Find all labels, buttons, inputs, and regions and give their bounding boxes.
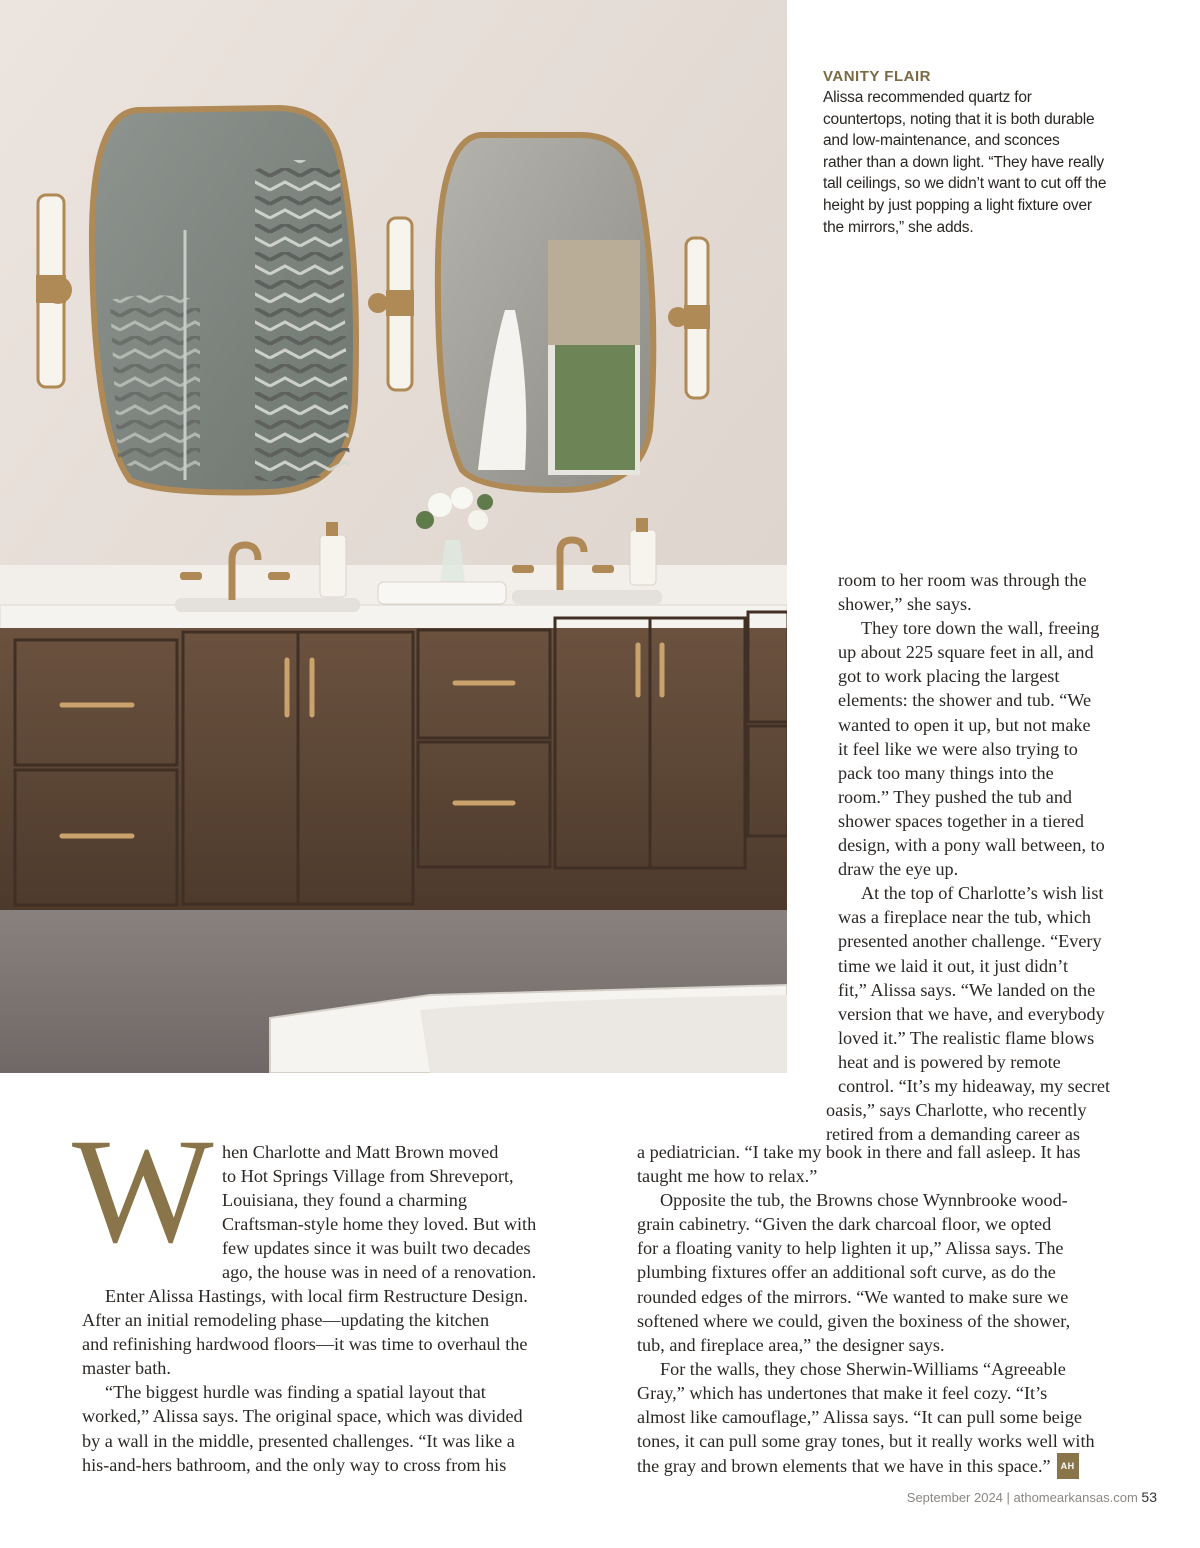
text-line: worked,” Alissa says. The original space, which was divided bbox=[82, 1406, 523, 1427]
text-line: retired from a demanding career as bbox=[826, 1124, 1080, 1145]
text-line: shower spaces together in a tiered bbox=[838, 810, 1084, 831]
text-line: shower,” she says. bbox=[838, 594, 972, 615]
text-line: heat and is powered by remote bbox=[838, 1051, 1061, 1072]
text-line: the gray and brown elements that we have in this space.” bbox=[637, 1456, 1051, 1477]
right-column-narrow bbox=[826, 568, 1138, 1146]
text-line: for a floating vanity to help lighten it up,” Alissa says. The bbox=[637, 1238, 1064, 1259]
text-line: Enter Alissa Hastings, with local firm Restructure Design. bbox=[105, 1286, 528, 1306]
text-line: hen Charlotte and Matt Brown moved bbox=[222, 1142, 499, 1162]
text-line: “The biggest hurdle was finding a spatial layout that bbox=[105, 1382, 486, 1403]
text-line: ago, the house was in need of a renovation. bbox=[222, 1262, 537, 1283]
text-line: up about 225 square feet in all, and bbox=[838, 642, 1094, 663]
text-line: almost like camouflage,” Alissa says. “It can pull some beige bbox=[637, 1407, 1082, 1428]
caption-title: VANITY FLAIR bbox=[823, 68, 931, 85]
text-line: tub, and fireplace area,” the designer says. bbox=[637, 1334, 945, 1355]
end-mark-badge: AH bbox=[1057, 1453, 1079, 1479]
text-line: At the top of Charlotte’s wish list bbox=[861, 883, 1104, 904]
text-line: and refinishing hardwood floors—it was time to overhaul the bbox=[82, 1334, 528, 1355]
text-line: softened where we could, given the boxiness of the shower, bbox=[637, 1310, 1071, 1331]
text-line: design, with a pony wall between, to bbox=[838, 835, 1105, 856]
text-line: wanted to open it up, but not make bbox=[838, 714, 1091, 735]
text-line: control. “It’s my hideaway, my secret bbox=[838, 1075, 1111, 1096]
text-line: rounded edges of the mirrors. “We wanted to make sure we bbox=[637, 1286, 1069, 1307]
text-line: loved it.” The realistic flame blows bbox=[838, 1027, 1095, 1048]
text-line: it feel like we were also trying to bbox=[838, 738, 1078, 759]
text-line: was a fireplace near the tub, which bbox=[838, 907, 1091, 928]
text-line: tones, it can pull some gray tones, but it really works well with bbox=[637, 1431, 1095, 1452]
text-line: Craftsman-style home they loved. But with bbox=[222, 1214, 537, 1235]
text-line: got to work placing the largest bbox=[838, 666, 1060, 687]
caption-body bbox=[823, 87, 1143, 238]
text-line: elements: the shower and tub. “We bbox=[838, 690, 1092, 711]
caption-line: and low-maintenance, and sconces bbox=[823, 132, 1060, 150]
text-line: Opposite the tub, the Browns chose Wynnbrooke wood- bbox=[660, 1190, 1068, 1211]
text-line: a pediatrician. “I take my book in there and fall asleep. It has bbox=[637, 1142, 1081, 1162]
text-line: pack too many things into the bbox=[838, 762, 1054, 783]
left-column-para1 bbox=[222, 1140, 582, 1285]
text-line: his-and-hers bathroom, and the only way to cross from his bbox=[82, 1454, 507, 1475]
text-line: master bath. bbox=[82, 1358, 171, 1379]
page-number: 53 bbox=[1141, 1489, 1157, 1505]
caption-line: height by just popping a light fixture over bbox=[823, 196, 1092, 214]
footer-text: September 2024 | athomearkansas.com bbox=[906, 1490, 1138, 1505]
caption-line: the mirrors,” she adds. bbox=[823, 218, 974, 236]
text-line: room to her room was through the bbox=[838, 570, 1087, 590]
text-line: draw the eye up. bbox=[838, 859, 959, 880]
text-line: to Hot Springs Village from Shreveport, bbox=[222, 1166, 514, 1187]
text-line: version that we have, and everybody bbox=[838, 1003, 1105, 1024]
page-footer bbox=[907, 1489, 1157, 1505]
text-line: taught me how to relax.” bbox=[637, 1166, 818, 1187]
text-line: oasis,” says Charlotte, who recently bbox=[826, 1100, 1087, 1121]
text-line: Gray,” which has undertones that make it feel cozy. “It’s bbox=[637, 1382, 1048, 1403]
text-line: After an initial remodeling phase—updating the kitchen bbox=[82, 1310, 490, 1331]
text-line: few updates since it was built two decades bbox=[222, 1238, 531, 1259]
text-line: room.” They pushed the tub and bbox=[838, 786, 1073, 807]
text-line: They tore down the wall, freeing bbox=[861, 618, 1100, 639]
text-line-last bbox=[637, 1453, 1137, 1479]
text-line: presented another challenge. “Every bbox=[838, 931, 1102, 952]
text-line: For the walls, they chose Sherwin-Williams “Agreeable bbox=[660, 1358, 1066, 1379]
caption-line: tall ceilings, so we didn’t want to cut off the bbox=[823, 175, 1107, 193]
bathroom-vanity-photo bbox=[0, 0, 787, 1073]
caption-line: Alissa recommended quartz for bbox=[823, 89, 1032, 106]
photo-caption bbox=[823, 68, 1143, 238]
right-column-wide bbox=[637, 1140, 1137, 1479]
left-column-rest bbox=[82, 1284, 582, 1477]
text-line: Louisiana, they found a charming bbox=[222, 1190, 467, 1211]
drop-cap: W bbox=[72, 1108, 214, 1274]
caption-line: rather than a down light. “They have really bbox=[823, 153, 1104, 171]
text-line: by a wall in the middle, presented challenges. “It was like a bbox=[82, 1430, 515, 1451]
text-line: time we laid it out, it just didn’t bbox=[838, 955, 1069, 976]
text-line: plumbing fixtures offer an additional soft curve, as do the bbox=[637, 1262, 1056, 1283]
text-line: fit,” Alissa says. “We landed on the bbox=[838, 979, 1096, 1000]
text-line: grain cabinetry. “Given the dark charcoal floor, we opted bbox=[637, 1214, 1052, 1235]
caption-line: countertops, noting that it is both durable bbox=[823, 110, 1095, 128]
